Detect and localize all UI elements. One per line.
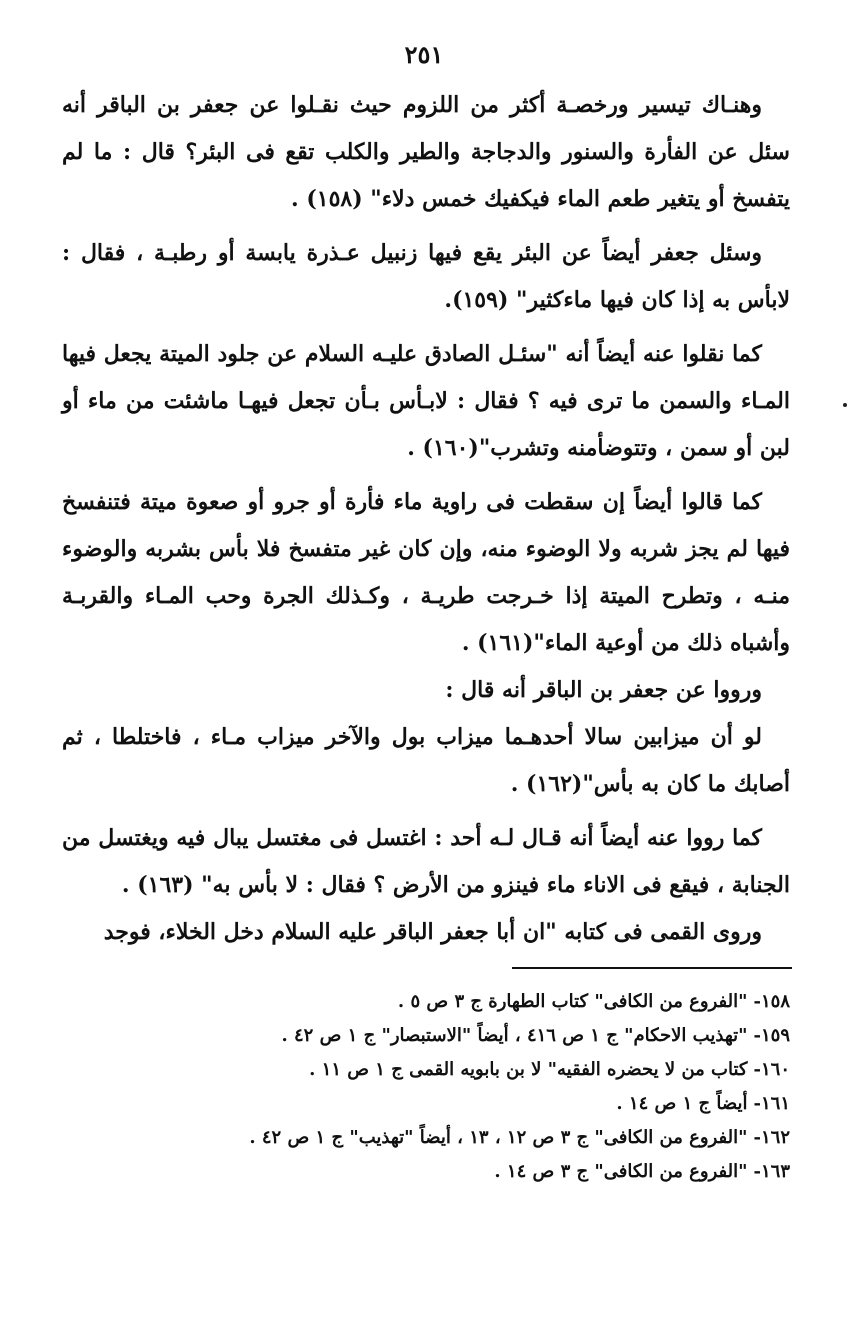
paragraph: كما رووا عنه أيضاً أنه قـال لـه أحد : اغتسل فى مغتسل يبال فيه ويغتسل من الجنابة ، فيقع فى الاناء ماء فينزو من الأرض ؟ فقال : لا بأس به" (١٦٣) .: [62, 825, 790, 898]
footnote-item: [110, 1121, 790, 1155]
footnote-item: [110, 985, 790, 1019]
footnote-item: [110, 1155, 790, 1189]
footnote-number: ١٥٨-: [753, 991, 790, 1012]
footnote-text: "تهذيب الاحكام" ج ١ ص ٤١٦ ، أيضاً "الاستبصار" ج ١ ص ٤٢ .: [281, 1025, 748, 1046]
paragraph: وروى القمى فى كتابه "ان أبا جعفر الباقر عليه السلام دخل الخلاء، فوجد: [103, 919, 762, 945]
paragraph: لو أن ميزابين سالا أحدهـما ميزاب بول والآخر ميزاب مـاء ، فاختلطا ، ثم أصابك ما كان به بأس"(١٦٢) .: [62, 724, 790, 797]
footnote-text: "الفروع من الكافى" ج ٣ ص ١٤ .: [494, 1161, 748, 1182]
paragraph: وهنـاك تيسير ورخصـة أكثر من اللزوم حيث نقـلوا عن جعفر بن الباقر أنه سئل عن الفأرة والسنور والدجاجة والطير والكلب تقع فى البئر؟ قال : ما لم يتفسخ أو يتغير طعم الماء فيكفيك خمس دلاء" (١٥٨) .: [62, 92, 790, 212]
paragraph: كما قالوا أيضاً إن سقطت فى راوية ماء فأرة أو جرو أو صعوة ميتة فتنفسخ فيها لم يجز شربه ولا الوضوء منه، وإن كان غير متفسخ فلا بأس بشربه والوضوء منـه ، وتطرح الميتة إذا خـرجت طريـة ، وكـذلك الجرة وحب المـاء والقربـة وأشباه ذلك من أوعية الماء"(١٦١) .: [62, 489, 790, 656]
footnote-text: كتاب من لا يحضره الفقيه" لا بن بابويه القمى ج ١ ص ١١ .: [309, 1059, 748, 1080]
footnote-text: "الفروع من الكافى" كتاب الطهارة ج ٣ ص ٥ .: [397, 991, 748, 1012]
footnote-divider: [512, 967, 792, 969]
scan-speck: [843, 403, 847, 407]
footnotes: [110, 985, 790, 1189]
footnote-number: ١٦١-: [753, 1093, 790, 1114]
footnote-item: [110, 1087, 790, 1121]
footnote-number: ١٥٩-: [753, 1025, 790, 1046]
footnote-item: [110, 1053, 790, 1087]
footnote-number: ١٦٢-: [753, 1127, 790, 1148]
footnote-number: ١٦٠-: [753, 1059, 790, 1080]
footnote-item: [110, 1019, 790, 1053]
footnote-text: أيضاً ج ١ ص ١٤ .: [616, 1093, 748, 1114]
body-text: [62, 82, 790, 956]
paragraph: ورووا عن جعفر بن الباقر أنه قال :: [445, 677, 762, 703]
page-number: ٢٥١: [404, 40, 444, 69]
footnote-number: ١٦٣-: [753, 1161, 790, 1182]
paragraph: كما نقلوا عنه أيضاً أنه "سئـل الصادق عليـه السلام عن جلود الميتة يجعل فيها المـاء والسمن ما ترى فيه ؟ فقال : لابـأس بـأن تجعل فيهـا ماشئت من ماء أو لبن أو سمن ، وتتوضأمنه وتشرب"(١٦٠) .: [62, 341, 790, 461]
paragraph: وسئل جعفر أيضاً عن البئر يقع فيها زنبيل عـذرة يابسة أو رطبـة ، فقال : لابأس به إذا كان فيها ماءكثير" (١٥٩).: [62, 240, 790, 313]
footnote-text: "الفروع من الكافى" ج ٣ ص ١٢ ، ١٣ ، أيضاً "تهذيب" ج ١ ص ٤٢ .: [249, 1127, 748, 1148]
